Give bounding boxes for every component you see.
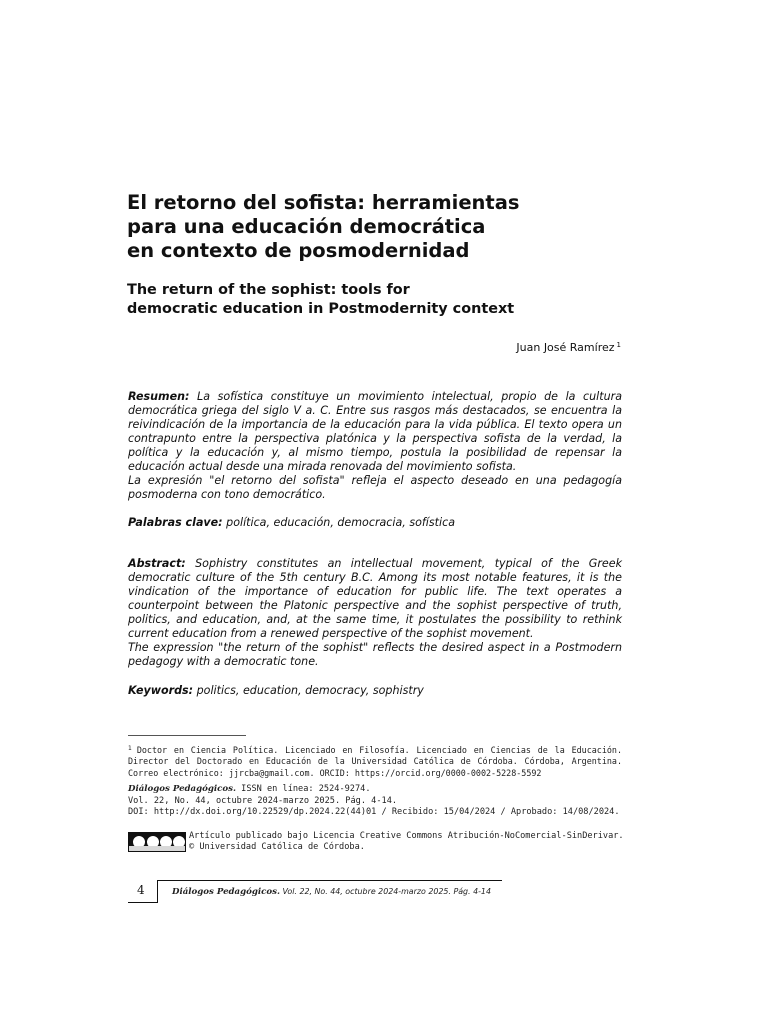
- title-line: para una educación democrática: [127, 215, 486, 238]
- issn: ISSN en línea: 2524-9274.: [241, 784, 371, 794]
- doi-line: DOI: http://dx.doi.org/10.22529/dp.2024.22(44)01 / Recibido: 15/04/2024 / Aprobado: 14/08/2024.: [128, 807, 620, 818]
- article-title: [127, 191, 627, 263]
- title-line: en contexto de posmodernidad: [127, 239, 470, 262]
- volume-line: Vol. 22, No. 44, octubre 2024-marzo 2025. Pág. 4-14.: [128, 795, 398, 806]
- journal-name: Diálogos Pedagógicos.: [128, 784, 236, 794]
- footnote-divider: [128, 735, 246, 736]
- footnote-text: Doctor en Ciencia Política. Licenciado en Filosofía. Licenciado en Ciencias de la Educación. Director del Doctorado en Educación de la Universidad Católica de Córdoba. Córdoba, Argentina. Correo electrónico: jjrcba@gmail.com. ORCID: https://orcid.org/0000-0002-5228-5592: [128, 745, 622, 778]
- author-name: Juan José Ramírez: [516, 341, 615, 354]
- footer-citation: Vol. 22, No. 44, octubre 2024-marzo 2025. Pág. 4-14: [282, 887, 491, 896]
- cc-by-nc-nd-badge-icon: [128, 832, 186, 852]
- keywords-section: [128, 684, 622, 698]
- abstract-section: [128, 557, 622, 669]
- palabras-clave-section: [128, 516, 622, 530]
- running-footer: [172, 887, 491, 897]
- abstract-label: Abstract:: [128, 557, 186, 570]
- article-subtitle: [127, 281, 627, 319]
- copyright-text: © Universidad Católica de Córdoba.: [189, 842, 365, 853]
- footer-rule: [157, 880, 502, 881]
- palabras-clave-text: política, educación, democracia, sofística: [226, 516, 455, 529]
- license-text: Artículo publicado bajo Licencia Creative Commons Atribución-NoComercial-SinDerivar.: [189, 831, 624, 841]
- abstract-text-2: The expression "the return of the sophist" reflects the desired aspect in a Postmodern pedagogy with a democratic tone.: [128, 641, 622, 668]
- resumen-text: La sofística constituye un movimiento intelectual, propio de la cultura democrática griega del siglo V a. C. Entre sus rasgos más destacados, se encuentra la reivindicación de la importancia de la educación para la vida pública. El texto opera un contrapunto entre la perspectiva platónica y la perspectiva sofista de la verdad, la política y la educación y, al mismo tiempo, postula la posibilidad de repensar la educación actual desde una mirada renovada del movimiento sofista.: [128, 390, 622, 473]
- palabras-clave-label: Palabras clave:: [128, 516, 223, 529]
- abstract-text: Sophistry constitutes an intellectual movement, typical of the Greek democratic culture of the 5th century B.C. Among its most notable features, it is the vindication of the importance of education for public life. The text operates a counterpoint between the Platonic perspective and the sophist perspective of truth, politics, and education, and, at the same time, it postulates the possibility to rethink current education from a renewed perspective of the sophist movement.: [128, 557, 623, 640]
- title-line: El retorno del sofista: herramientas: [127, 191, 520, 214]
- journal-metadata: [128, 784, 628, 819]
- resumen-section: [128, 390, 622, 502]
- keywords-text: politics, education, democracy, sophistry: [196, 684, 424, 697]
- resumen-text-2: La expresión "el retorno del sofista" refleja el aspecto deseado en una pedagogía posmoderna con tono democrático.: [128, 474, 622, 501]
- footer-rule-bottom: [128, 902, 158, 903]
- author-line: [380, 341, 621, 354]
- author-footnote-mark: 1: [616, 341, 621, 349]
- subtitle-line: The return of the sophist: tools for: [127, 282, 410, 298]
- footer-journal-name: Diálogos Pedagógicos.: [172, 887, 280, 897]
- subtitle-line: democratic education in Postmodernity context: [127, 301, 515, 317]
- page-number: 4: [137, 883, 145, 897]
- footnote-number: 1: [128, 745, 132, 752]
- resumen-label: Resumen:: [128, 390, 190, 403]
- keywords-label: Keywords:: [128, 684, 194, 697]
- license-block: [128, 831, 628, 855]
- footnote: [128, 743, 622, 779]
- footer-rule-vertical: [157, 880, 158, 902]
